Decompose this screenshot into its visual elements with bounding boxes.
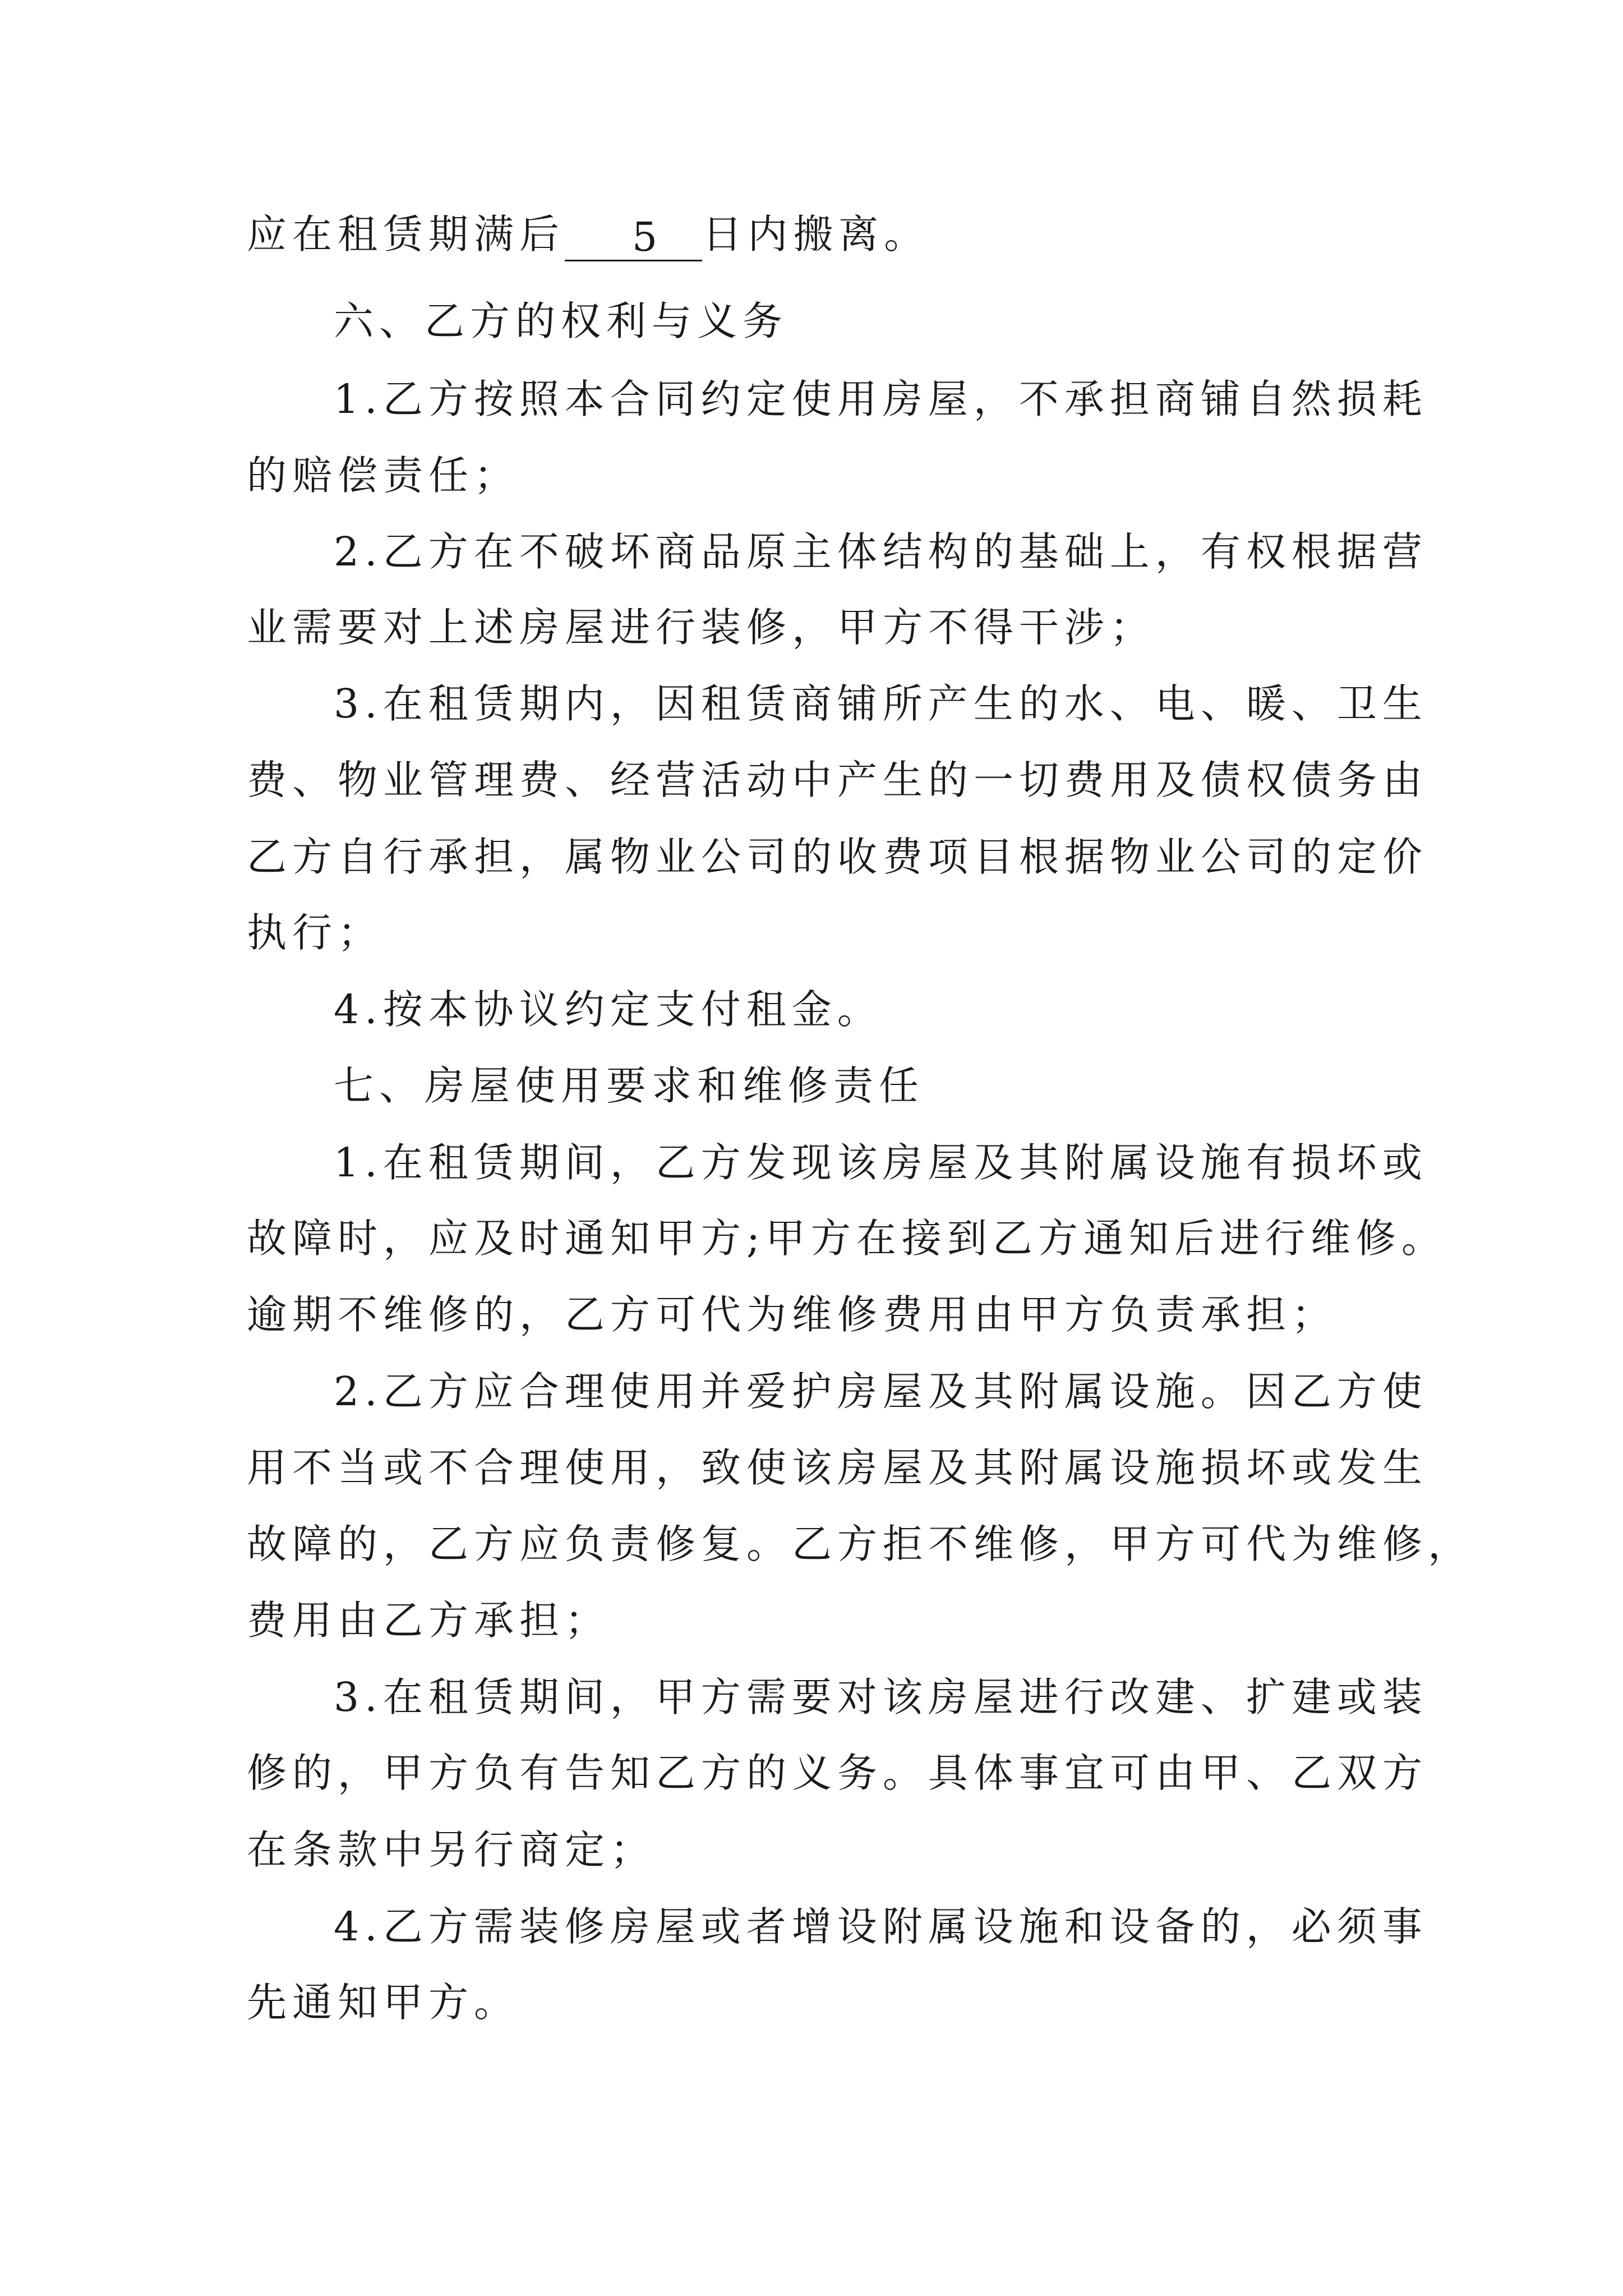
clause-line: 费、物业管理费、经营活动中产生的一切费用及债权债务由 bbox=[247, 757, 1428, 803]
clause-line: 用不当或不合理使用，致使该房屋及其附属设施损坏或发生 bbox=[247, 1444, 1428, 1491]
clause-line: 费用由乙方承担； bbox=[247, 1597, 611, 1644]
line-text-before-blank: 应在租赁期满后 bbox=[247, 211, 565, 257]
clause-line: 乙方自行承担，属物业公司的收费项目根据物业公司的定价 bbox=[247, 834, 1428, 880]
clause-line: 3.在租赁期间，甲方需要对该房屋进行改建、扩建或装 bbox=[334, 1674, 1428, 1720]
clause-line: 4.乙方需装修房屋或者增设附属设施和设备的，必须事 bbox=[334, 1903, 1428, 1950]
clause-line: 业需要对上述房屋进行装修，甲方不得干涉； bbox=[247, 604, 1156, 651]
clause-line: 2.乙方应合理使用并爱护房屋及其附属设施。因乙方使 bbox=[334, 1368, 1428, 1415]
clause-line: 3.在租赁期内，因租赁商铺所产生的水、电、暖、卫生 bbox=[334, 680, 1428, 727]
clause-line: 4.按本协议约定支付租金。 bbox=[334, 986, 883, 1033]
clause-line: 2.乙方在不破坏商品原主体结构的基础上，有权根据营 bbox=[334, 528, 1428, 575]
fill-in-blank bbox=[565, 215, 632, 261]
clause-line: 1.在租赁期间，乙方发现该房屋及其附属设施有损坏或 bbox=[334, 1139, 1428, 1186]
line-text-after-blank: 日内搬离。 bbox=[702, 211, 930, 257]
clause-line: 修的，甲方负有告知乙方的义务。具体事宜可由甲、乙双方 bbox=[247, 1750, 1428, 1796]
fill-in-blank-value: 5 bbox=[632, 215, 702, 261]
clause-line: 的赔偿责任； bbox=[247, 452, 520, 499]
section-heading: 六、乙方的权利与义务 bbox=[334, 298, 789, 344]
clause-line: 1.乙方按照本合同约定使用房屋，不承担商铺自然损耗 bbox=[334, 376, 1428, 422]
section-heading: 七、房屋使用要求和维修责任 bbox=[334, 1062, 925, 1109]
clause-line: 逾期不维修的，乙方可代为维修费用由甲方负责承担； bbox=[247, 1291, 1338, 1338]
paragraph-line bbox=[247, 208, 929, 261]
clause-line: 在条款中另行商定； bbox=[247, 1826, 656, 1873]
clause-line: 执行； bbox=[247, 909, 384, 956]
clause-line: 故障的，乙方应负责修复。乙方拒不维修，甲方可代为维修， bbox=[247, 1521, 1474, 1567]
clause-line: 先通知甲方。 bbox=[247, 1979, 520, 2026]
clause-line: 故障时，应及时通知甲方;甲方在接到乙方通知后进行维修。 bbox=[247, 1215, 1447, 1262]
